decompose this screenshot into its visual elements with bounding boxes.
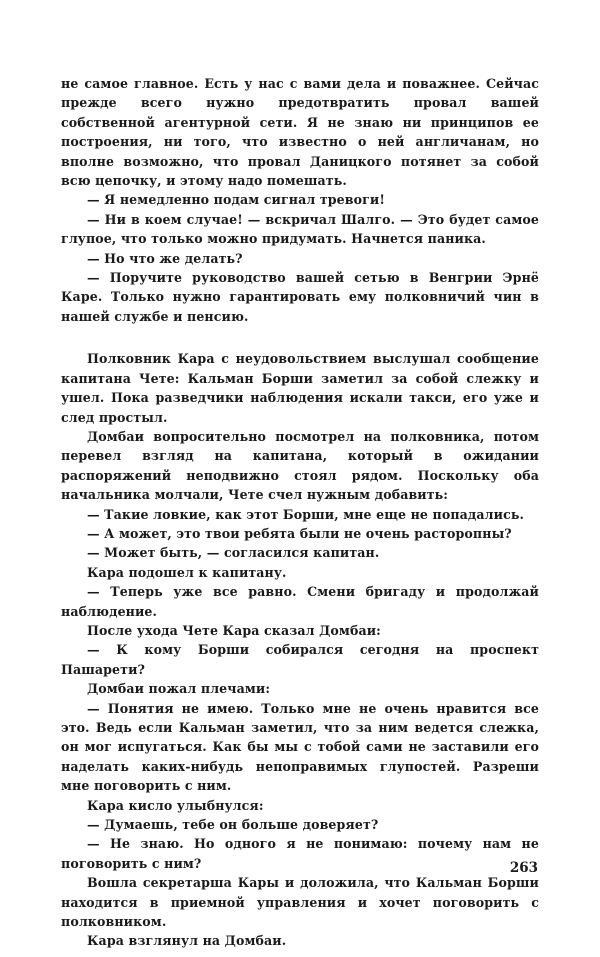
paragraph: — Такие ловкие, как этот Борши, мне еще не попадались. — [87, 506, 524, 522]
paragraph: — А может, это твои ребята были не очень расторопны? — [87, 525, 512, 541]
paragraph: Домбаи вопросительно посмотрел на полковника, потом перевел взгляд на капитана, который в ожидании распоряжений неподвижно стоял рядом. Поскольку оба начальника молчали, Чете счел нужным добавить: — [61, 428, 539, 503]
paragraph: — Но что же делать? — [87, 250, 243, 266]
paragraph: Домбаи пожал плечами: — [87, 681, 271, 697]
paragraph: — Думаешь, тебе он больше доверяет? — [87, 817, 379, 833]
paragraph: — Я немедленно подам сигнал тревоги! — [87, 192, 385, 208]
paragraph: Кара взглянул на Домбаи. — [87, 933, 287, 949]
paragraph: Кара кисло улыбнулся: — [87, 797, 264, 813]
paragraph: не самое главное. Есть у нас с вами дела и поважнее. Сейчас прежде всего нужно предотвратить провал вашей собственной агентурной сети. Я не знаю ни принципов ее построения, ни того, что известно о ней англичанам, но вполне возможно, что провал Даницкого потянет за собой всю цепочку, и этому надо помешать. — [61, 76, 539, 189]
paragraph: Полковник Кара с неудовольствием выслушал сообщение капитана Чете: Кальман Борши заметил за собой слежку и ушел. Пока разведчики наблюдения искали такси, его уже и след простыл. — [61, 351, 539, 425]
paragraph: — Понятия не имею. Только мне не очень нравится все это. Ведь если Кальман заметил, что за ним ведется слежка, он мог испугаться. Как бы мы с тобой сами не заставили его наделать каких-нибудь непоправимых глупостей. Разреши мне поговорить с ним. — [61, 700, 539, 794]
paragraph: — Может быть, — согласился капитан. — [87, 545, 380, 561]
paragraph: — Не знаю. Но одного я не понимаю: почему нам не поговорить с ним? — [61, 836, 539, 871]
section-1 — [61, 74, 539, 326]
page-body — [61, 74, 539, 951]
paragraph: — К кому Борши собирался сегодня на проспект Пашарети? — [61, 642, 539, 677]
page-number: 263 — [509, 860, 538, 876]
paragraph: Вошла секретарша Кары и доложила, что Кальман Борши находится в приемной управления и хочет поговорить с полковником. — [61, 875, 539, 930]
paragraph: — Теперь уже все равно. Смени бригаду и продолжай наблюдение. — [61, 584, 539, 619]
paragraph: — Поручите руководство вашей сетью в Венгрии Эрнё Каре. Только нужно гарантировать ему полковничий чин в нашей службе и пенсию. — [61, 270, 539, 324]
section-break — [61, 326, 539, 349]
paragraph: — Ни в коем случае! — вскричал Шалго. — Это будет самое глупое, что только можно придумать. Начнется паника. — [61, 211, 539, 247]
paragraph: После ухода Чете Кара сказал Домбаи: — [87, 622, 381, 638]
section-2 — [61, 349, 539, 951]
paragraph: Кара подошел к капитану. — [87, 564, 287, 580]
